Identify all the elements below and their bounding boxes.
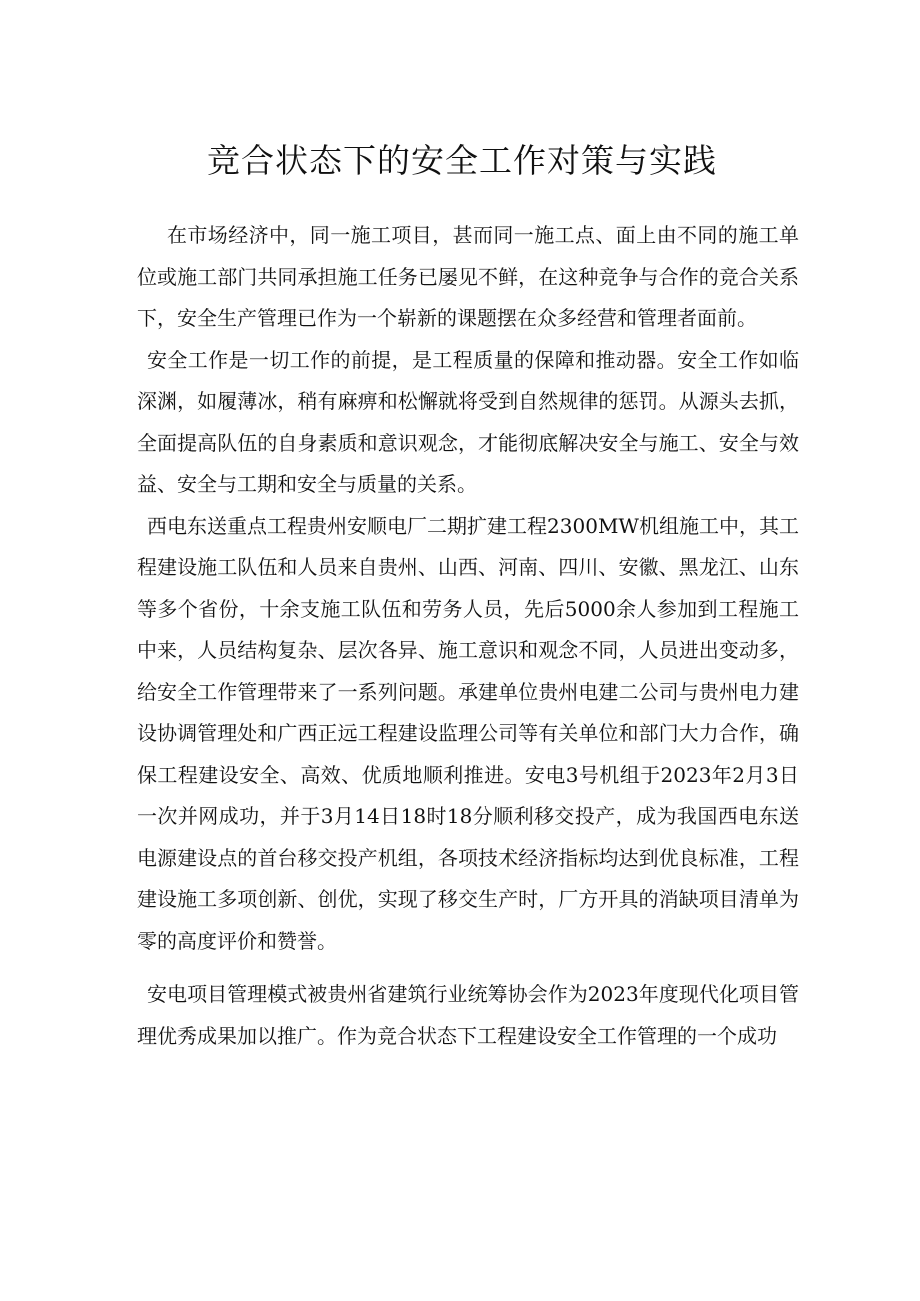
paragraph-intro: 在市场经济中，同一施工项目，甚而同一施工点、面上由不同的施工单位或施工部门共同承担施工任务已屡见不鲜，在这种竞争与合作的竞合关系下，安全生产管理已作为一个崭新的课题摆在众多经营和管理者面前。 xyxy=(137,223,799,330)
document-title: 竞合状态下的安全工作对策与实践 xyxy=(207,141,717,180)
paragraph-anshun-project: 西电东送重点工程贵州安顺电厂二期扩建工程2300MW机组施工中，其工程建设施工队伍和人员来自贵州、山西、河南、四川、安徽、黑龙江、山东等多个省份，十余支施工队伍和劳务人员，先后5000余人参加到工程施工中来，人员结构复杂、层次各异、施工意识和观念不同，人员进出变动多，给安全工作管理带来了一系列问题。承建单位贵州电建二公司与贵州电力建设协调管理处和广西正远工程建设监理公司等有关单位和部门大力合作，确保工程建设安全、高效、优质地顺利推进。安电3号机组于2023年2月3日一次并网成功，并于3月14日18时18分顺利移交投产，成为我国西电东送电源建设点的首台移交投产机组，各项技术经济指标均达到优良标准，工程建设施工多项创新、创优，实现了移交生产时，厂方开具的消缺项目清单为零的高度评价和赞誉。 xyxy=(137,513,799,953)
document-body xyxy=(137,215,799,1057)
paragraph-management-model: 安电项目管理模式被贵州省建筑行业统筹协会作为2023年度现代化项目管理优秀成果加以推广。作为竞合状态下工程建设安全工作管理的一个成功 xyxy=(137,982,799,1048)
paragraph-safety-principle: 安全工作是一切工作的前提，是工程质量的保障和推动器。安全工作如临深渊，如履薄冰，稍有麻痹和松懈就将受到自然规律的惩罚。从源头去抓，全面提高队伍的自身素质和意识观念，才能彻底解决安全与施工、安全与效益、安全与工期和安全与质量的关系。 xyxy=(137,347,799,496)
